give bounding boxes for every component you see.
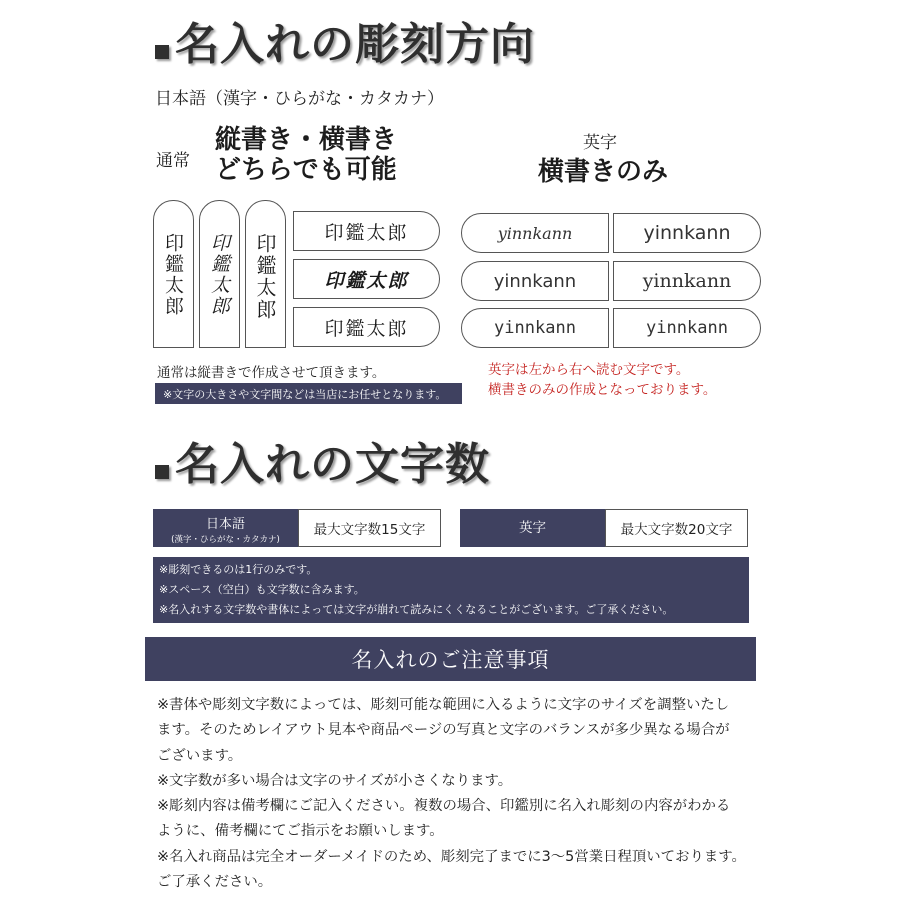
vertical-seal-1 [153,200,194,348]
vertical-seal-text: 印鑑太郎 [162,233,184,317]
english-label: 英字 [583,133,617,153]
caution-line: ※名入れ商品は完全オーダーメイドのため、彫刻完了までに3〜5営業日程頂いております。 [157,848,746,865]
vertical-seal-text: 印鑑太郎 [253,233,277,321]
english-desc: 横書きのみ [538,157,669,187]
heading-text: 名入れの文字数 [175,439,490,490]
caution-line: ※書体や彫刻文字数によっては、彫刻可能な範囲に入るように文字のサイズを調整いたし [157,697,730,713]
normal-desc-line2: どちらでも可能 [215,155,397,185]
caution-text-block [157,693,767,895]
en-spec-label: 英字 [460,509,605,547]
square-bullet-icon [155,465,169,479]
jp-spec-sublabel: (漢字・ひらがな・カタカナ) [171,535,280,545]
caution-line: ございます。 [157,747,243,764]
vertical-seal-2 [199,200,240,348]
english-seal-6: yinnkann [613,308,761,348]
warning-line: ※スペース（空白）も文字数に含みます。 [159,583,365,596]
english-seal-5: yinnkann [461,308,609,348]
note-red-line2: 横書きのみの作成となっております。 [488,382,717,398]
character-count-heading [155,428,490,492]
vertical-seal-text: 印鑑太郎 [208,233,230,317]
jp-spec-label [153,509,298,547]
note-dark-text: ※文字の大きさや文字間などは当店にお任せとなります。 [163,387,447,401]
caution-line: ※文字数が多い場合は文字のサイズが小さくなります。 [157,772,513,789]
vertical-seal-3 [245,200,286,348]
jp-spec-value: 最大文字数15文字 [298,509,441,547]
caution-banner: 名入れのご注意事項 [145,637,756,681]
warning-line: ※名入れする文字数や書体によっては文字が崩れて読みにくくなることがございます。ご了承ください。 [159,603,674,616]
caution-line: ご了承ください。 [157,874,273,891]
warning-line: ※彫刻できるのは1行のみです。 [159,563,318,576]
horizontal-seal-3: 印鑑太郎 [293,307,440,347]
note-dark-bar [155,383,462,404]
english-seal-2: yinnkann [613,213,761,253]
jp-spec-label-text: 日本語 [205,517,245,532]
english-seal-4: yinnkann [613,261,761,301]
normal-label: 通常 [156,151,190,171]
normal-desc-line1: 縦書き・横書き [215,125,398,155]
english-seal-1: yinnkann [461,213,609,253]
horizontal-seal-2: 印鑑太郎 [293,259,440,299]
caution-line: ように、備考欄にてご指示をお願いします。 [157,823,444,840]
count-warnings-box [153,557,749,623]
caution-line: ます。そのためレイアウト見本や商品ページの写真と文字のバランスが多少異なる場合が [157,722,730,739]
en-spec-value: 最大文字数20文字 [605,509,748,547]
heading-text: 名入れの彫刻方向 [175,19,535,70]
horizontal-seal-1: 印鑑太郎 [293,211,440,251]
note-red-line1: 英字は左から右へ読む文字です。 [488,362,690,378]
english-seal-3: yinnkann [461,261,609,301]
japanese-label: 日本語（漢字・ひらがな・カタカナ） [155,89,444,109]
note-normal: 通常は縦書きで作成させて頂きます。 [157,365,386,381]
engraving-direction-heading [155,8,535,72]
square-bullet-icon [155,45,169,59]
caution-line: ※彫刻内容は備考欄にご記入ください。複数の場合、印鑑別に名入れ彫刻の内容がわかる [157,798,731,815]
